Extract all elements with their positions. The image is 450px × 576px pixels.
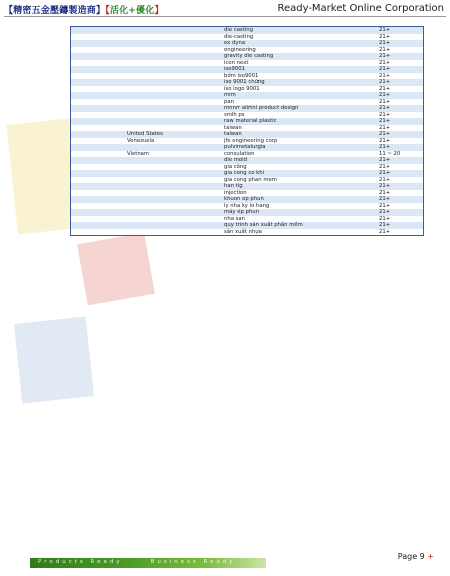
value-cell: 11 ~ 20 [379, 150, 401, 157]
value-cell: 21+ [379, 196, 391, 202]
value-cell: 21+ [379, 209, 391, 215]
keyword-cell: injection [224, 189, 247, 196]
value-cell: 21+ [379, 59, 391, 66]
value-cell: 21+ [379, 72, 391, 79]
value-cell: 21+ [379, 170, 391, 176]
keyword-cell: consulation [224, 150, 255, 157]
keyword-cell: pan [224, 98, 234, 105]
value-cell: 21+ [379, 137, 391, 144]
decorative-square-pink [77, 233, 155, 306]
footer-banner [30, 558, 266, 568]
value-cell: 21+ [379, 46, 391, 53]
value-cell: 21+ [379, 222, 391, 228]
keyword-cell: gia cong co khi [224, 170, 265, 176]
keyword-cell: mnnrr alirtnl product design [224, 105, 299, 111]
keyword-cell: die mold [224, 157, 248, 163]
keyword-cell: quy trình sản xuất phần mềm [224, 222, 303, 228]
keyword-cell: khuon ep phun [224, 196, 264, 202]
brand-title: 【精密五金壓鑄製造商】【活化+優化】 [4, 6, 164, 16]
header-divider [4, 16, 446, 17]
keyword-cell: engineering [224, 46, 256, 53]
country-cell: Venezuela [127, 137, 155, 144]
value-cell: 21+ [379, 53, 391, 59]
value-cell: 21+ [379, 118, 391, 124]
value-cell: 21+ [379, 85, 391, 92]
keyword-cell: nha san [224, 215, 246, 222]
keyword-cell: mim [224, 92, 236, 98]
value-cell: 21+ [379, 144, 391, 150]
keyword-cell: taiwan [224, 131, 242, 137]
keyword-cell: ex dyna [224, 40, 246, 46]
keyword-cell: gravity die casting [224, 53, 274, 59]
keyword-cell: máy ép phun [224, 209, 259, 215]
value-cell: 21+ [379, 124, 391, 131]
value-cell: 21+ [379, 163, 391, 170]
brand-left: 【精密五金壓鑄製造商】 [4, 6, 106, 16]
footer-tagline: Products Ready Business Ready [38, 559, 236, 565]
keyword-cell: gia công [224, 163, 247, 170]
value-cell: 21+ [379, 157, 391, 163]
table-row [71, 229, 423, 236]
country-cell: United States [127, 131, 163, 137]
keyword-cell: raw material plastic [224, 118, 277, 124]
keyword-table [70, 26, 424, 236]
value-cell: 21+ [379, 176, 391, 183]
value-cell: 21+ [379, 215, 391, 222]
value-cell: 21+ [379, 202, 391, 209]
keyword-cell: han tig [224, 183, 243, 189]
company-name: Ready-Market Online Corporation [277, 3, 444, 14]
value-cell: 21+ [379, 111, 391, 118]
page-number: Page 9 + [397, 552, 434, 561]
value-cell: 21+ [379, 92, 391, 98]
brand-slogan: 活化+優化 [109, 6, 155, 16]
keyword-cell: pulvimetalurgia [224, 144, 266, 150]
value-cell: 21+ [379, 98, 391, 105]
keyword-cell: smlh ps [224, 111, 245, 118]
value-cell: 21+ [379, 105, 391, 111]
keyword-cell: iso 9001 chứng [224, 79, 265, 85]
value-cell: 21+ [379, 33, 391, 40]
value-cell: 21+ [379, 79, 391, 85]
value-cell: 21+ [379, 27, 391, 33]
keyword-cell: icon next [224, 59, 249, 66]
keyword-cell: bớm iso9001 [224, 72, 259, 79]
value-cell: 21+ [379, 66, 391, 72]
keyword-cell: iso logo 9001 [224, 85, 260, 92]
decorative-square-blue [14, 316, 94, 403]
keyword-cell: gia cong phan mem [224, 176, 277, 183]
page-header [0, 0, 450, 18]
value-cell: 21+ [379, 189, 391, 196]
keyword-cell: die casting [224, 27, 253, 33]
country-cell: Vietnam [127, 150, 150, 157]
value-cell: 21+ [379, 131, 391, 137]
value-cell: 21+ [379, 228, 391, 235]
value-cell: 21+ [379, 40, 391, 46]
value-cell: 21+ [379, 183, 391, 189]
keyword-cell: sản xuất nhựa [224, 228, 262, 235]
keyword-cell: ly nha ky lo hang [224, 202, 270, 209]
keyword-cell: taiwan [224, 124, 242, 131]
keyword-cell: jfe engineering corp [224, 137, 278, 144]
keyword-cell: die-casting [224, 33, 254, 40]
keyword-cell: iso9001 [224, 66, 245, 72]
